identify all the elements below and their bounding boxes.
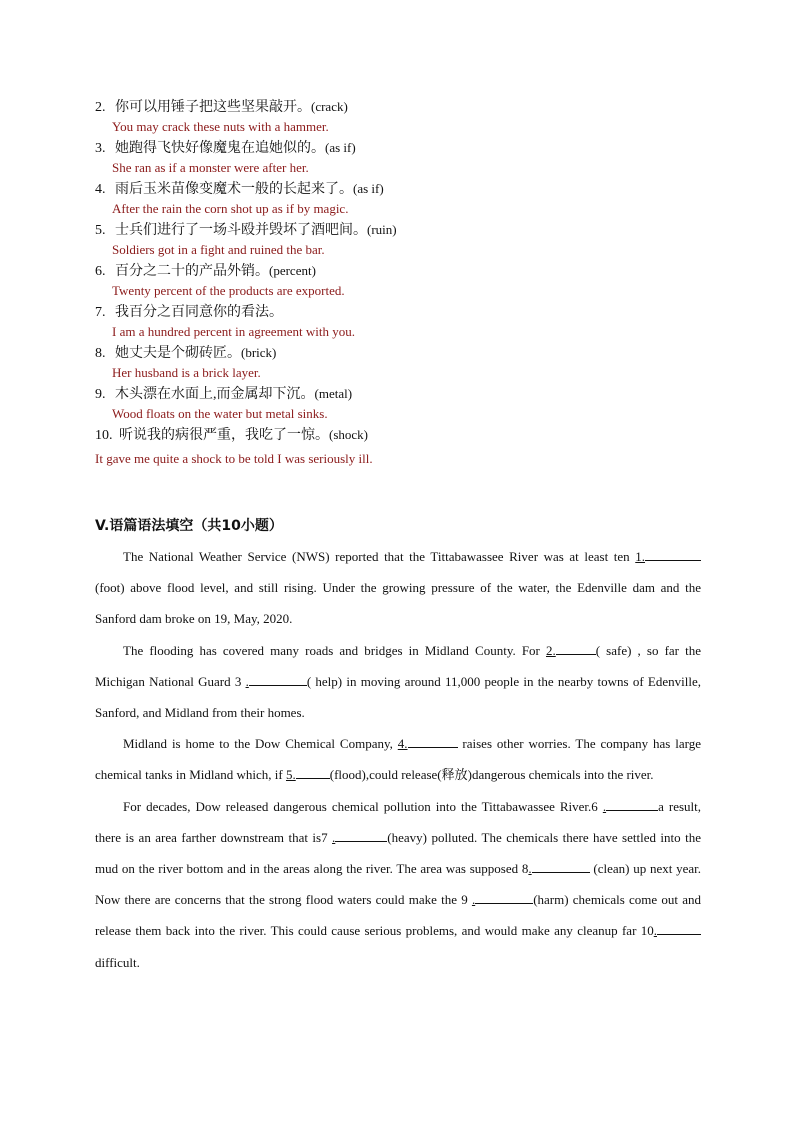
question-line (95, 137, 715, 158)
question-text: 士兵们进行了一场斗殴并毁坏了酒吧间。 (115, 223, 367, 238)
cloze-passage (95, 541, 701, 978)
question-line (95, 342, 715, 363)
text-run: The flooding has covered many roads and bridges in Midland County. For (123, 642, 546, 658)
answer-line: I am a hundred percent in agreement with you. (112, 324, 355, 339)
text-run: ( help) in moving around 11,000 people in the nearby towns of Edenville, Sanford, and Midland from their homes. (95, 673, 701, 721)
translation-item (95, 219, 715, 260)
translation-item (95, 383, 715, 424)
question-number: 7. (95, 305, 106, 320)
paragraph (95, 635, 701, 729)
blank-number: . (602, 798, 607, 814)
translation-item (95, 301, 715, 342)
answer-line: Twenty percent of the products are exported. (112, 283, 345, 298)
question-text: 百分之二十的产品外销。 (115, 264, 269, 279)
paragraph (95, 541, 701, 635)
translation-item (95, 178, 715, 219)
answer-line: You may crack these nuts with a hammer. (112, 119, 329, 134)
blank-number: . (332, 829, 336, 845)
question-number: 8. (95, 346, 106, 361)
text-run: (clean) up next year. Now there are concerns that the strong flood waters could make the 9 (95, 861, 702, 908)
question-text: 你可以用锤子把这些坚果敲开。 (115, 100, 311, 115)
question-line (95, 301, 715, 322)
answer-blank[interactable] (532, 858, 590, 873)
text-run: Midland is home to the Dow Chemical Company, (123, 736, 398, 752)
question-hint: (as if) (353, 181, 384, 196)
question-hint: (percent) (269, 263, 316, 278)
text-run: ( safe) , so far the Michigan National Guard 3 (95, 642, 701, 689)
answer-line: After the rain the corn shot up as if by magic. (112, 201, 349, 216)
question-number: 2. (95, 100, 106, 115)
section-title: V.语篇语法填空（共10小题） (95, 518, 283, 534)
question-hint: (as if) (325, 140, 356, 155)
answer-blank[interactable] (249, 671, 307, 686)
question-number: 6. (95, 264, 106, 279)
answer-blank[interactable] (645, 546, 701, 561)
question-number: 10. (95, 428, 113, 443)
text-run: a result, there is an area farther downstream that is7 (95, 798, 702, 845)
blank-number: 2. (546, 642, 556, 658)
blank-number: . (471, 892, 476, 908)
question-number: 5. (95, 223, 106, 238)
question-hint: (crack) (311, 99, 348, 114)
answer-blank[interactable] (556, 640, 596, 655)
blank-number: 1. (635, 549, 646, 564)
text-run: (heavy) polluted. The chemicals there have settled into the mud on the river bottom and in the areas along the river. The area was supposed 8 (95, 829, 701, 877)
text-run: difficult. (95, 954, 140, 970)
question-hint: (shock) (329, 427, 368, 442)
question-text: 她跑得飞快好像魔鬼在追她似的。 (115, 141, 325, 156)
question-text: 木头漂在水面上,而金属却下沉。 (115, 387, 315, 402)
question-hint: (ruin) (367, 222, 397, 237)
answer-line: She ran as if a monster were after her. (112, 160, 309, 175)
text-run: For decades, Dow released dangerous chemical pollution into the Tittabawassee River.6 (123, 798, 603, 814)
answer-blank[interactable] (335, 827, 387, 842)
question-number: 9. (95, 387, 106, 402)
question-text: 雨后玉米苗像变魔术一般的长起来了。 (115, 182, 353, 197)
question-text: 我百分之百同意你的看法。 (115, 305, 283, 320)
blank-number: . (245, 673, 249, 689)
text-run: The National Weather Service (NWS) reported that the Tittabawassee River was at least ten (123, 549, 630, 564)
text-run: raises other worries. The company has large chemical tanks in Midland which, if (95, 736, 701, 783)
answer-line: Soldiers got in a fight and ruined the bar. (112, 242, 325, 257)
answer-blank[interactable] (475, 889, 533, 904)
text-run: (flood),could release(释放)dangerous chemicals into the river. (329, 767, 654, 783)
question-number: 3. (95, 141, 106, 156)
paragraph (95, 791, 701, 978)
question-text: 她丈夫是个砌砖匠。 (115, 346, 241, 361)
answer-blank[interactable] (657, 920, 701, 935)
question-line (95, 178, 715, 199)
question-line (95, 383, 715, 404)
question-text: 听说我的病很严重，我吃了一惊。 (119, 428, 329, 443)
paragraph (95, 728, 701, 790)
blank-number: 5. (285, 767, 296, 783)
translation-exercise (95, 96, 715, 469)
translation-item (95, 260, 715, 301)
blank-number: . (653, 923, 657, 939)
translation-item (95, 424, 715, 469)
text-run: (harm) chemicals come out and release them back into the river. This could cause serious problems, and would make any cleanup far 10 (95, 892, 701, 939)
answer-line: Her husband is a brick layer. (112, 365, 261, 380)
question-number: 4. (95, 182, 106, 197)
text-run: (foot) above flood level, and still rising. Under the growing pressure of the water, the Edenville dam and the Sanford dam broke on 19, May, 2020. (95, 580, 701, 627)
question-line (95, 424, 715, 445)
blank-number: 4. (397, 736, 408, 752)
translation-item (95, 342, 715, 383)
answer-line: Wood floats on the water but metal sinks. (112, 406, 328, 421)
answer-blank[interactable] (296, 764, 330, 779)
translation-item (95, 96, 715, 137)
blank-number: . (528, 861, 532, 877)
answer-line: It gave me quite a shock to be told I was seriously ill. (95, 451, 373, 466)
question-line (95, 96, 715, 117)
answer-blank[interactable] (606, 796, 658, 811)
question-line (95, 219, 715, 240)
question-hint: (brick) (241, 345, 277, 360)
translation-item (95, 137, 715, 178)
question-line (95, 260, 715, 281)
answer-blank[interactable] (408, 733, 458, 748)
question-hint: (metal) (314, 386, 353, 401)
